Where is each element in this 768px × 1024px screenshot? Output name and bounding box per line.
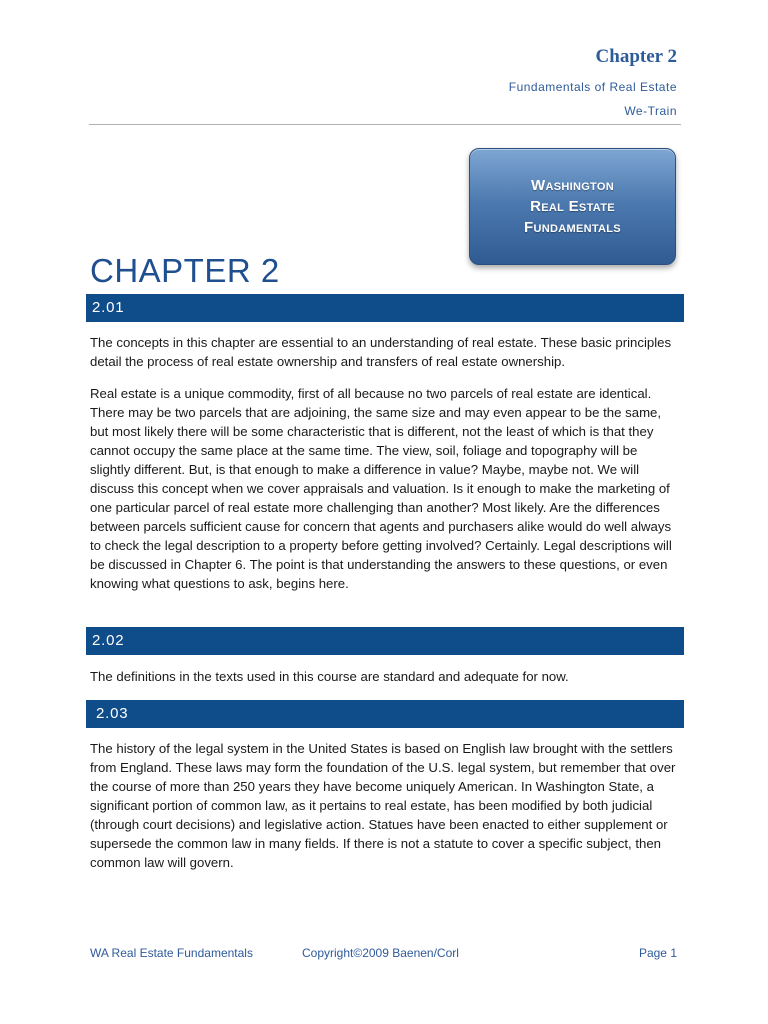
header-course: Fundamentals of Real Estate	[508, 80, 677, 94]
section-2-01-paragraph-2: Real estate is a unique commodity, first of all because no two parcels of real estate are identical. There may be two parcels that are adjoining, the same size and may even appear to be the same, but most likely there will be some characteristic that is different, not the least of which is that they cannot occupy the same place at the same time. The view, soil, foliage and topography will be slightly different. But, is that enough to make a difference in value? Maybe, maybe not. We will discuss this concept when we cover appraisals and valuation. Is it enough to make the marketing of one particular parcel of real estate more challenging than another? Most likely. Are the differences between parcels sufficient cause for concern that agents and purchasers alike would do well always to check the legal description to a property before getting involved? Certainly. Legal descriptions will be discussed in Chapter 6. The point is that understanding the answers to these questions, or even knowing what questions to ask, begins here.	[90, 386, 672, 591]
section-header-2-01: 2.01	[86, 294, 684, 322]
header-divider	[89, 124, 681, 125]
section-header-2-03: 2.03	[86, 700, 684, 728]
logo-line-2: Real Estate	[530, 198, 615, 215]
section-2-02-paragraph-1: The definitions in the texts used in this course are standard and adequate for now.	[90, 669, 569, 684]
logo-line-1: Washington	[531, 177, 614, 194]
footer-copyright: Copyright©2009 Baenen/Corl	[302, 946, 459, 960]
logo-line-3: Fundamentals	[524, 219, 621, 236]
section-2-01-paragraph-1: The concepts in this chapter are essential to an understanding of real estate. These basic principles detail the process of real estate ownership and transfers of real estate ownership.	[90, 335, 672, 369]
header-provider: We-Train	[624, 104, 677, 118]
header-chapter: Chapter 2	[595, 46, 677, 67]
footer-page-number: Page 1	[638, 946, 677, 960]
section-header-2-02: 2.02	[86, 627, 684, 655]
course-logo-badge	[469, 148, 676, 265]
chapter-title: CHAPTER 2	[90, 252, 280, 290]
footer-title: WA Real Estate Fundamentals	[90, 946, 253, 960]
section-2-03-paragraph-1: The history of the legal system in the United States is based on English law brought with the settlers from England. These laws may form the foundation of the U.S. legal system, but remember that over the course of more than 250 years they have become uniquely American. In Washington State, a significant portion of common law, as it pertains to real estate, has been modified by both judicial (through court decisions) and legislative action. Statues have been enacted to either supplement or supersede the common law in many fields. If there is not a statute to cover a specific subject, then common law will govern.	[90, 741, 676, 870]
